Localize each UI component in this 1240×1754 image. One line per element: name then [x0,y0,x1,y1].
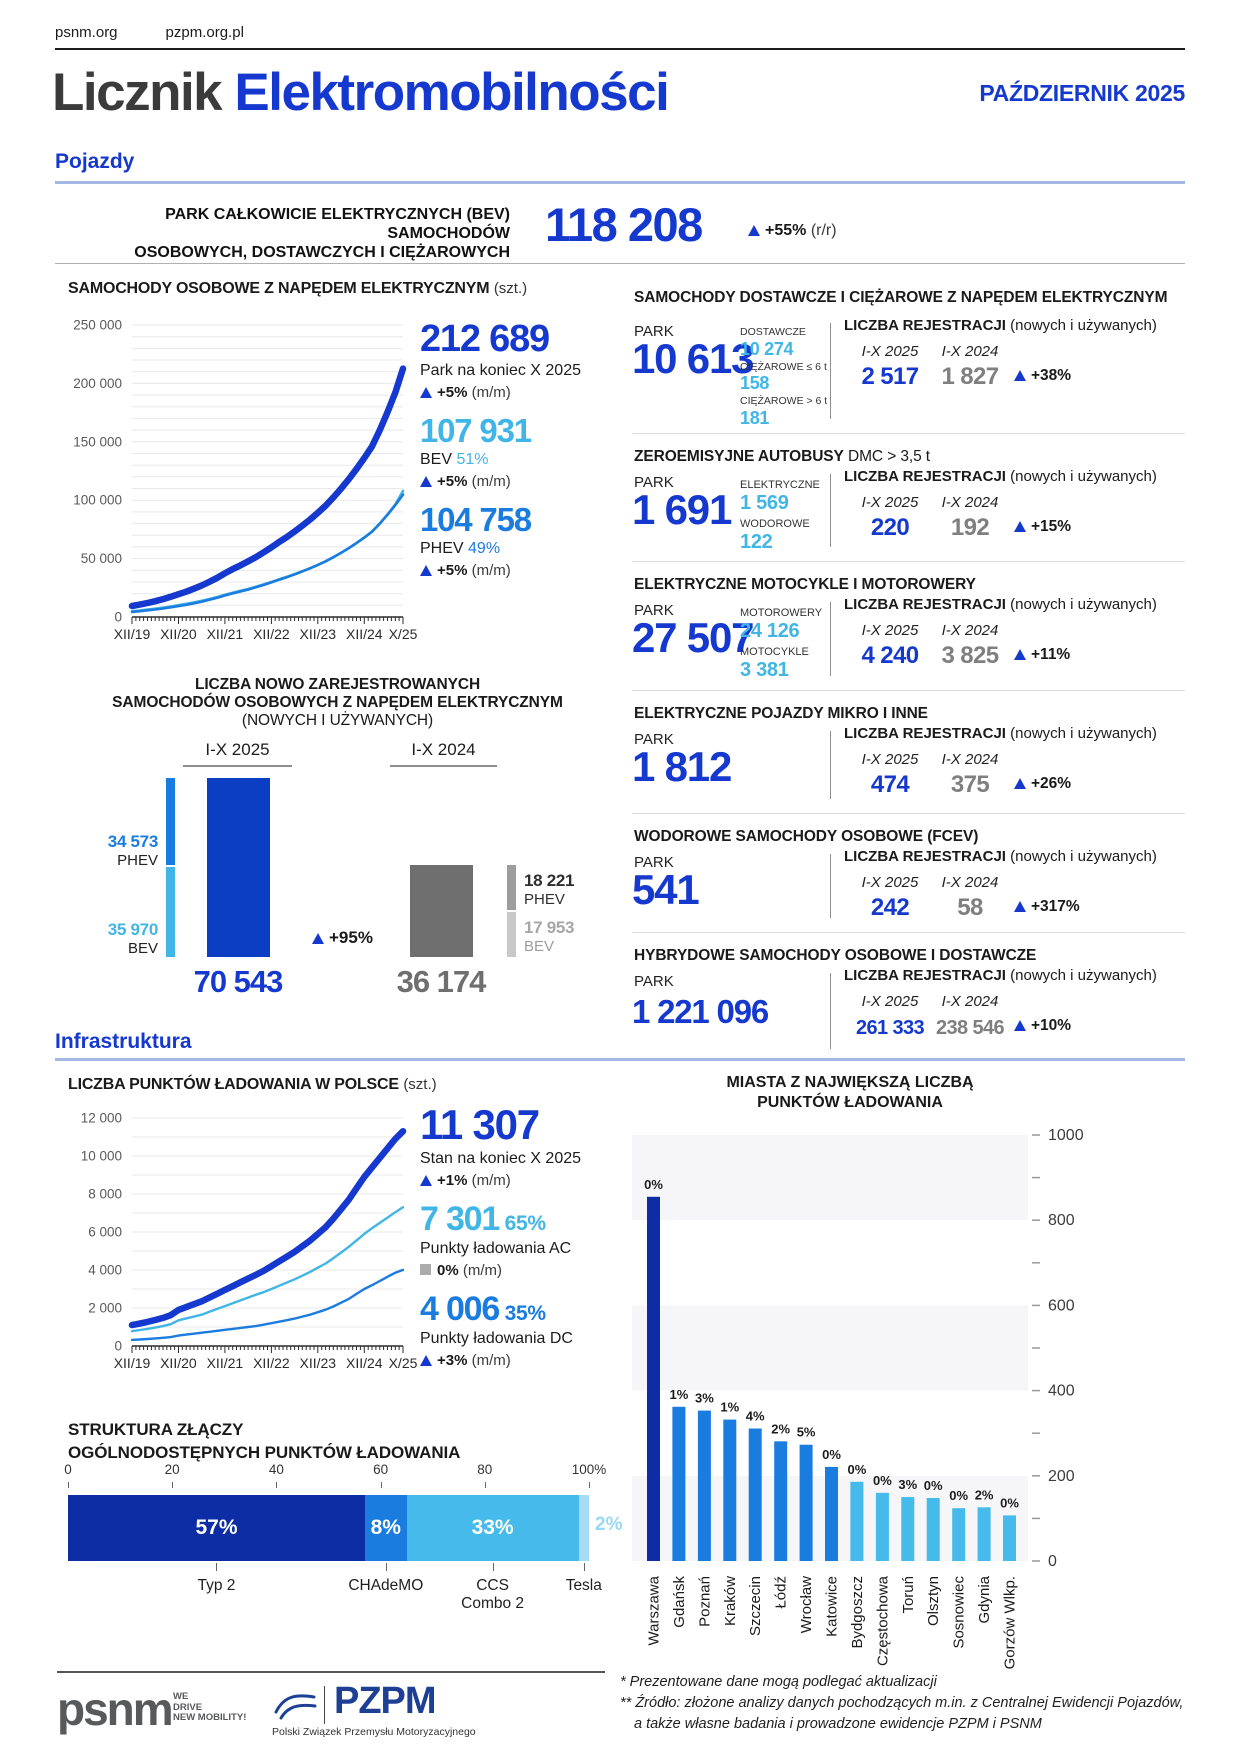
svg-text:Gdynia: Gdynia [976,1576,994,1624]
svg-text:1%: 1% [669,1386,689,1402]
svg-text:0%: 0% [847,1461,867,1477]
reg-col-label-2025: I-X 2025 [861,993,919,1010]
svg-text:1%: 1% [720,1399,740,1415]
up-triangle-icon [420,387,432,398]
park-value: 27 507 [632,614,754,661]
up-triangle-icon [1014,901,1026,912]
park-value: 10 613 [632,335,754,382]
panel-5 [632,813,1185,932]
svg-text:X/25: X/25 [388,1355,418,1371]
reg-delta: +11% [1014,646,1070,664]
kpi-delta [748,222,837,240]
sub-label: WODOROWE [740,518,810,530]
category-tick [216,1563,217,1571]
footnote-2-line1: ** Źródło: złożone analizy danych pochodzących m.in. z Centralnej Ewidencji Pojazdów, [620,1695,1184,1711]
sub-value: 24 126 [740,620,800,642]
kpi-value: 118 208 [545,198,702,251]
category-label: CHAdeMO [348,1577,424,1594]
reg-col-label-2024: I-X 2024 [941,494,999,511]
total-bar-2024 [410,865,473,957]
bev-label: BEV [524,938,555,955]
registrations-header: LICZBA REJESTRACJI (nowych i używanych) [844,848,1157,865]
axis-tick [485,1482,486,1488]
connector-chart-title-line2: OGÓLNODOSTĘPNYCH PUNKTÓW ŁADOWANIA [68,1443,461,1462]
sub-value: 10 274 [740,338,794,359]
kpi-delta-value: +55% [765,222,807,239]
axis-tick [381,1482,382,1488]
bev-2025-label [55,921,158,958]
registrations-header: LICZBA REJESTRACJI (nowych i używanych) [844,596,1157,613]
axis-label: 40 [268,1462,284,1477]
footnote-1: * Prezentowane dane mogą podlegać aktualizacji [620,1674,937,1690]
svg-text:Olsztyn: Olsztyn [925,1576,943,1627]
reg-col-label-2024: I-X 2024 [941,751,999,768]
psnm-wordmark: psnm [57,1683,172,1735]
stat-label: Stan na koniec X 2025 [420,1150,582,1167]
cities-bar-chart [620,1120,1185,1720]
reg-col-label-2025: I-X 2025 [861,494,919,511]
svg-text:400: 400 [1048,1382,1075,1400]
cities-chart-title-line2: PUNKTÓW ŁADOWANIA [757,1094,943,1111]
svg-text:Gorzów Wlkp.: Gorzów Wlkp. [1001,1576,1019,1670]
reg-value-2025: 220 [870,514,910,541]
svg-text:XII/24: XII/24 [346,1355,383,1371]
svg-text:XII/23: XII/23 [299,626,337,642]
category-label: Typ 2 [197,1577,236,1594]
stat-value: 11 307 [420,1101,539,1148]
reg-value-2025: 261 333 [855,1017,925,1039]
section-heading-vehicles: Pojazdy [55,150,135,173]
svg-text:0%: 0% [822,1446,841,1462]
park-label: PARK [634,973,674,990]
svg-text:XII/19: XII/19 [113,626,151,642]
new-reg-title-line1: LICZBA NOWO ZAREJESTROWANYCH [194,676,481,693]
svg-text:2%: 2% [771,1421,791,1437]
stat-share: 49% [463,540,501,557]
svg-text:Szczecin: Szczecin [747,1576,765,1637]
svg-text:2 000: 2 000 [88,1300,122,1316]
category-label: CCS Combo 2 [461,1577,525,1612]
vertical-divider [830,323,831,419]
stat-delta: +3% (m/m) [420,1352,590,1369]
svg-text:XII/21: XII/21 [206,1355,244,1371]
park-value: 1 812 [632,743,732,790]
svg-text:Bydgoszcz: Bydgoszcz [848,1576,866,1649]
stat-delta: 0% (m/m) [420,1262,590,1279]
phev-2025-label [55,833,158,870]
stat-share: 51% [452,451,489,468]
svg-text:8 000: 8 000 [88,1186,122,1202]
svg-text:XII/21: XII/21 [206,626,244,642]
park-breakdown [740,602,822,680]
chart-title-text: LICZBA PUNKTÓW ŁADOWANIA W POLSCE [68,1076,399,1093]
passenger-chart-title [68,280,527,298]
stat-item [420,1101,590,1189]
sub-label: MOTOCYKLE [740,646,809,658]
sub-label: ELEKTRYCZNE [740,479,820,491]
svg-text:0: 0 [1048,1553,1057,1570]
pzpm-subtitle: Polski Związek Przemysłu Motoryzacyjnego [272,1726,476,1738]
axis-label: 0 [64,1462,72,1477]
panel-title: ELEKTRYCZNE POJAZDY MIKRO I INNE [634,705,928,722]
svg-text:3%: 3% [898,1477,918,1493]
total-bar-2025 [207,778,270,957]
bev-segment-2024 [507,912,516,957]
phev-label: PHEV [117,852,158,869]
vehicle-panels [632,283,1185,1063]
stat-item [420,1292,590,1369]
panel-3 [632,561,1185,690]
reg-delta: +317% [1014,898,1080,916]
phev-2024-value: 18 221 [524,871,575,890]
passenger-ev-stats [420,320,590,592]
reg-delta: +38% [1014,367,1071,385]
kpi-label [55,205,510,262]
kpi-label-line1: PARK CAŁKOWICIE ELEKTRYCZNYCH (BEV) SAMOCHODÓW [165,206,510,242]
sub-value: 181 [740,407,770,428]
connector-structure-chart [64,1462,623,1652]
sub-label: MOTOROWERY [740,607,823,619]
panel-1 [632,283,1185,433]
up-triangle-icon [420,1355,432,1366]
phev-label: PHEV [524,891,565,908]
park-breakdown [740,474,820,552]
segment-share-label: 8% [370,1516,401,1539]
connector-segment-typ-2 [68,1495,365,1561]
svg-text:0: 0 [114,1338,122,1354]
stat-delta: +5% (m/m) [420,562,590,579]
cities-chart-title-line1: MIASTA Z NAJWIĘKSZĄ LICZBĄ [726,1074,974,1091]
logo-divider [324,1686,325,1724]
category-label: Tesla [565,1577,602,1594]
stat-value: 107 931 [420,412,531,449]
up-triangle-icon [1014,1020,1026,1031]
stat-item [420,320,590,401]
bev-segment-2025 [166,867,175,957]
stat-label: Park na koniec X 2025 [420,362,581,379]
park-label: PARK [634,602,674,619]
svg-text:100 000: 100 000 [73,492,122,508]
svg-text:XII/19: XII/19 [113,1355,151,1371]
svg-text:250 000: 250 000 [73,317,122,333]
panel-6 [632,932,1185,1063]
reg-value-2024: 192 [950,514,990,541]
reg-value-2024: 3 825 [941,642,999,669]
svg-text:4%: 4% [745,1408,765,1424]
panel-title: ELEKTRYCZNE MOTOCYKLE I MOTOROWERY [634,576,976,593]
stat-value: 4 006 35% [420,1290,546,1328]
park-value: 541 [632,866,699,913]
panel-title: SAMOCHODY DOSTAWCZE I CIĘŻAROWE Z NAPĘDEM ELEKTRYCZNYM [634,289,1168,306]
panel-title: WODOROWE SAMOCHODY OSOBOWE (FCEV) [634,828,979,845]
svg-text:6 000: 6 000 [88,1224,122,1240]
pzpm-wordmark: PZPM [334,1680,436,1722]
svg-text:XII/23: XII/23 [299,1355,337,1371]
total-2024-value: 36 174 [396,964,486,999]
svg-text:XII/20: XII/20 [160,626,197,642]
axis-label: 20 [164,1462,180,1477]
new-reg-group-2024-header: I-X 2024 [390,740,497,767]
stat-delta: +5% (m/m) [420,473,590,490]
sub-label: CIĘŻAROWE > 6 t [740,395,828,407]
park-breakdown [740,323,827,427]
axis-tick [68,1482,69,1488]
category-tick [493,1563,494,1571]
stacked-bar-2024 [507,865,516,957]
svg-text:Toruń: Toruń [899,1576,917,1614]
bev-2024-value: 17 953 [524,918,575,937]
reg-col-label-2024: I-X 2024 [941,993,999,1010]
bev-2025-value: 35 970 [107,920,158,939]
reg-value-2024: 375 [950,771,990,798]
stat-share: 35% [499,1302,546,1325]
kpi-label-line2: OSOBOWYCH, DOSTAWCZYCH I CIĘŻAROWYCH [134,244,510,261]
reg-col-label-2024: I-X 2024 [941,343,999,360]
up-triangle-icon [420,476,432,487]
sub-label: CIĘŻAROWE ≤ 6 t [740,360,827,373]
pzpm-link[interactable]: pzpm.org.pl [165,24,244,41]
up-triangle-icon [420,1175,432,1186]
registrations-header: LICZBA REJESTRACJI (nowych i używanych) [844,967,1157,984]
park-value: 1 221 096 [632,993,769,1030]
axis-label: 100% [571,1462,607,1477]
chart-title-unit: (szt.) [493,280,528,297]
registrations-header: LICZBA REJESTRACJI (nowych i używanych) [844,317,1157,334]
svg-text:12 000: 12 000 [80,1110,122,1126]
vertical-divider [830,854,831,918]
pzpm-logo-icon [272,1688,318,1724]
stat-value: 104 758 [420,501,531,538]
park-label: PARK [634,323,674,340]
charging-points-stats [420,1101,590,1382]
phev-segment-2025 [166,778,175,865]
bev-label: BEV [127,940,158,957]
connector-segment-ccs-combo-2 [407,1495,579,1561]
total-2025-value: 70 543 [193,964,283,999]
up-triangle-icon [748,225,760,236]
connector-stacked-bar [68,1495,589,1561]
svg-text:Warszawa: Warszawa [645,1576,663,1646]
tesla-share-label: 2% [595,1514,623,1535]
section-heading-infrastructure: Infrastruktura [55,1030,192,1053]
svg-text:200 000: 200 000 [73,375,122,391]
stat-label: Punkty ładowania AC [420,1240,572,1257]
divider [57,1671,605,1673]
kpi-delta-suffix: (r/r) [810,222,837,239]
svg-text:XII/22: XII/22 [253,1355,290,1371]
vertical-divider [830,602,831,676]
panel-title: HYBRYDOWE SAMOCHODY OSOBOWE I DOSTAWCZE [634,947,1037,964]
flat-square-icon [420,1264,431,1275]
reg-value-2025: 2 517 [861,363,919,390]
section-rule [55,1058,1185,1061]
panel-2 [632,433,1185,561]
svg-text:2%: 2% [974,1487,994,1503]
new-reg-title-line2: SAMOCHODÓW OSOBOWYCH Z NAPĘDEM ELEKTRYCZNYM [112,694,563,711]
svg-text:200: 200 [1048,1467,1075,1485]
axis-label: 80 [477,1462,493,1477]
svg-text:Częstochowa: Częstochowa [874,1576,892,1667]
reg-col-label-2024: I-X 2024 [941,874,999,891]
reg-col-label-2025: I-X 2025 [861,343,919,360]
header-links [55,24,292,41]
stat-label: Punkty ładowania DC [420,1330,573,1347]
new-reg-delta-value: +95% [329,928,373,947]
park-label: PARK [634,474,674,491]
up-triangle-icon [1014,370,1026,381]
segment-share-label: 57% [195,1516,238,1539]
svg-text:0: 0 [114,609,122,625]
svg-text:Wrocław: Wrocław [798,1576,816,1634]
svg-text:0%: 0% [1000,1495,1019,1511]
svg-text:Gdańsk: Gdańsk [670,1576,688,1628]
svg-text:X/25: X/25 [388,626,418,642]
vertical-divider [830,973,831,1049]
stat-label: BEV 51% [420,451,489,468]
psnm-link[interactable]: psnm.org [55,24,118,41]
sub-value: 122 [740,531,773,553]
reg-value-2025: 242 [870,894,910,921]
footnotes [620,1672,1230,1735]
vertical-divider [830,731,831,799]
svg-text:150 000: 150 000 [73,434,122,450]
svg-text:0%: 0% [949,1488,969,1504]
sub-value: 158 [740,373,770,393]
sub-value: 1 569 [740,492,789,514]
reg-value-2024: 238 546 [935,1017,1005,1039]
stat-item [420,414,590,490]
new-reg-title-line3: (NOWYCH I UŻYWANYCH) [241,712,434,729]
connector-segment-chademo [365,1495,407,1561]
phev-2024-label [524,872,574,909]
divider [55,263,1185,264]
reg-col-label-2025: I-X 2025 [861,751,919,768]
stat-share: 65% [499,1212,546,1235]
svg-text:0%: 0% [644,1176,663,1192]
axis-tick [589,1482,590,1488]
new-reg-delta [312,928,373,948]
up-triangle-icon [1014,521,1026,532]
reg-col-label-2025: I-X 2025 [861,874,919,891]
svg-text:Kraków: Kraków [721,1576,739,1627]
stat-delta: +5% (m/m) [420,384,590,401]
svg-text:600: 600 [1048,1297,1075,1315]
chart-title-unit: (szt.) [403,1076,437,1093]
sub-value: 3 381 [740,659,789,681]
panel-title-suffix: DMC > 3,5 t [843,448,931,465]
svg-text:5%: 5% [796,1424,816,1440]
title-word-dark: Licznik [52,63,222,122]
vertical-divider [830,474,831,547]
new-reg-group-2025-header: I-X 2025 [183,740,292,767]
svg-text:1000: 1000 [1048,1127,1084,1144]
phev-2025-value: 34 573 [107,832,158,851]
charging-chart-title [68,1076,437,1094]
category-tick [386,1563,387,1571]
connector-segment-tesla [579,1495,589,1561]
svg-text:4 000: 4 000 [88,1262,122,1278]
svg-text:Katowice: Katowice [823,1576,841,1637]
park-label: PARK [634,854,674,871]
panel-4 [632,690,1185,813]
park-value: 1 691 [632,486,732,533]
stat-delta: +1% (m/m) [420,1172,590,1189]
pzpm-logo [272,1680,512,1744]
up-triangle-icon [312,933,324,944]
reg-delta: +10% [1014,1017,1071,1035]
chart-title-text: SAMOCHODY OSOBOWE Z NAPĘDEM ELEKTRYCZNYM [68,280,490,297]
reg-value-2025: 474 [870,771,910,798]
axis-tick [172,1482,173,1488]
phev-segment-2024 [507,865,516,910]
stat-label: PHEV 49% [420,540,501,557]
svg-text:0%: 0% [873,1472,892,1488]
stat-value: 7 301 65% [420,1200,546,1238]
park-label: PARK [634,731,674,748]
category-tick [584,1563,585,1571]
psnm-logo [57,1683,247,1735]
registrations-header: LICZBA REJESTRACJI (nowych i używanych) [844,468,1157,485]
psnm-tagline: WE DRIVE NEW MOBILITY! [173,1691,247,1723]
reg-col-label-2024: I-X 2024 [941,622,999,639]
svg-text:50 000: 50 000 [80,551,122,567]
title-word-blue: Elektromobilności [234,63,669,122]
reg-delta: +15% [1014,518,1071,536]
reg-value-2024: 1 827 [941,363,999,390]
section-rule [55,181,1185,184]
bev-2024-label [524,919,574,956]
up-triangle-icon [420,565,432,576]
panel-title: ZEROEMISYJNE AUTOBUSY DMC > 3,5 t [634,448,931,465]
page-title [52,62,668,123]
svg-text:800: 800 [1048,1212,1075,1230]
svg-text:Sosnowiec: Sosnowiec [950,1576,968,1649]
segment-share-label: 33% [471,1516,514,1539]
svg-text:0%: 0% [923,1478,943,1493]
svg-text:Łódź: Łódź [772,1576,790,1609]
reg-delta: +26% [1014,775,1071,793]
stacked-bar-2025 [166,778,175,957]
sub-label: DOSTAWCZE [740,326,806,338]
stat-item [420,503,590,579]
stat-value: 212 689 [420,318,549,360]
stat-item [420,1202,590,1279]
svg-text:XII/24: XII/24 [346,626,383,642]
svg-text:XII/22: XII/22 [253,626,290,642]
svg-text:Poznań: Poznań [696,1576,714,1627]
axis-tick [276,1482,277,1488]
divider [55,48,1185,50]
up-triangle-icon [1014,778,1026,789]
issue-date: PAŹDZIERNIK 2025 [979,80,1185,106]
footnote-2-line2: a także własne badania i prowadzone ewidencje PZPM i PSNM [634,1716,1042,1732]
axis-label: 60 [373,1462,389,1477]
reg-value-2025: 4 240 [861,642,919,669]
reg-value-2024: 58 [957,894,983,921]
connector-chart-title-line1: STRUKTURA ZŁĄCZY [68,1420,244,1439]
reg-col-label-2025: I-X 2025 [861,622,919,639]
registrations-header: LICZBA REJESTRACJI (nowych i używanych) [844,725,1157,742]
svg-text:3%: 3% [695,1390,714,1406]
up-triangle-icon [1014,649,1026,660]
svg-text:10 000: 10 000 [80,1148,122,1164]
svg-text:XII/20: XII/20 [160,1355,197,1371]
